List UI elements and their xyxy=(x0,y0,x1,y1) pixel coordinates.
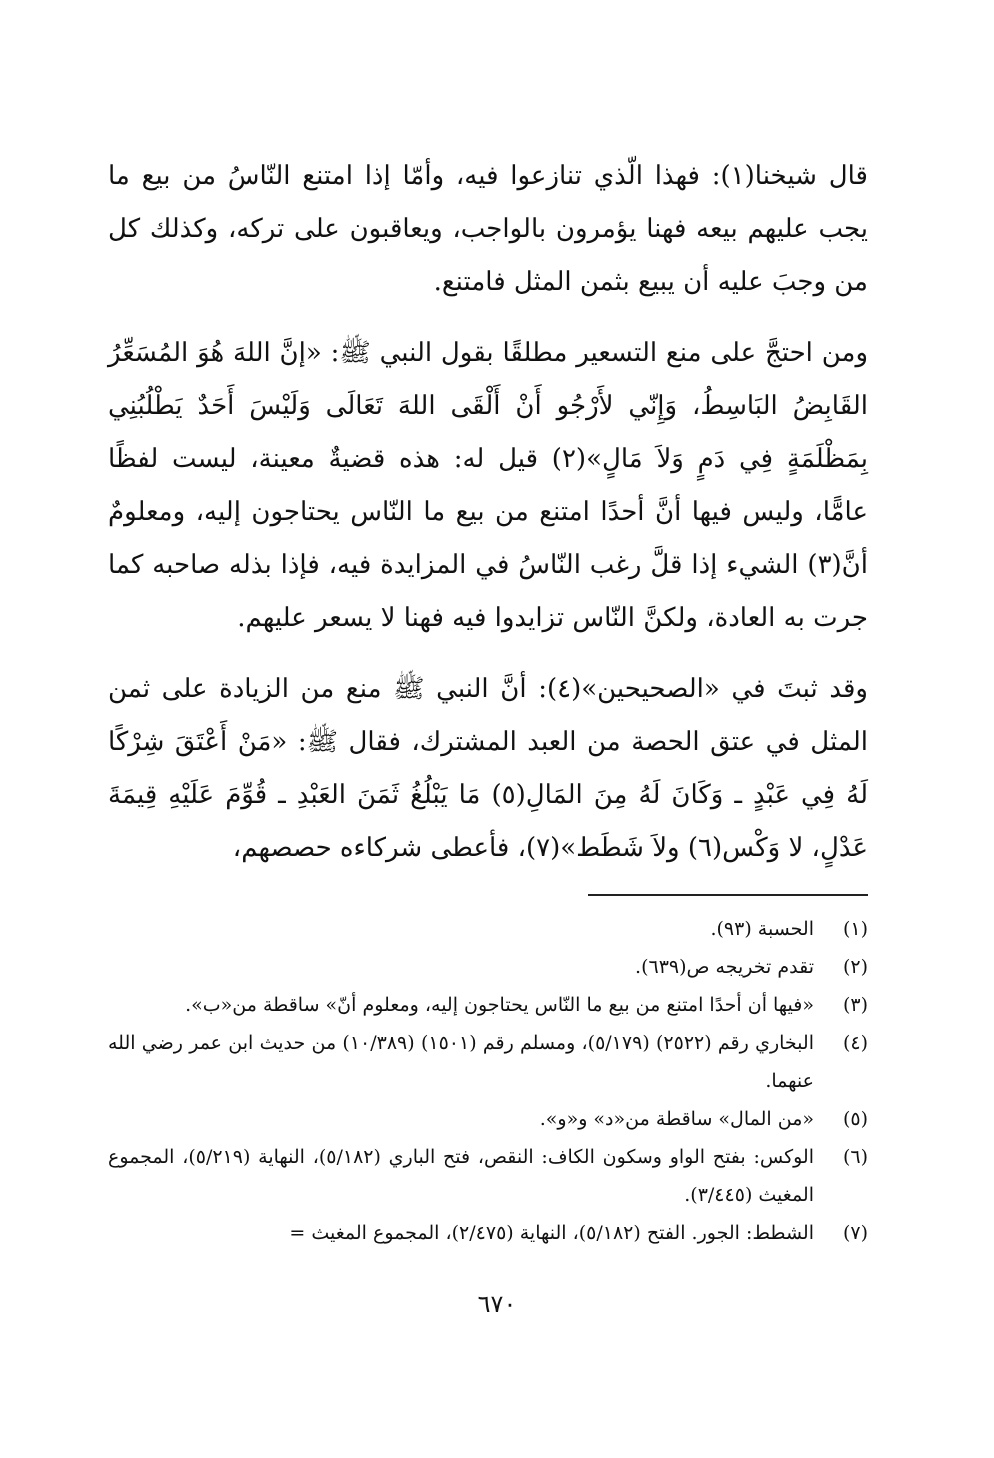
footnote-3 xyxy=(108,986,868,1024)
footnote-text: البخاري رقم (٢٥٢٢) (٥/١٧٩)، ومسلم رقم (١٥٠١) (١٠/٣٨٩) من حديث ابن عمر رضي الله عنهما. xyxy=(108,1032,814,1092)
main-text xyxy=(108,150,868,893)
footnote-6 xyxy=(108,1138,868,1214)
footnote-number: (٧) xyxy=(842,1222,868,1244)
footnote-text: الوكس: بفتح الواو وسكون الكاف: النقص، فتح الباري (٥/١٨٢)، النهاية (٥/٢١٩)، المجموع المغيث (٣/٤٤٥). xyxy=(108,1146,814,1206)
footnotes-list xyxy=(108,910,868,1252)
footnote-text: الشطط: الجور. الفتح (٥/١٨٢)، النهاية (٢/٤٧٥)، المجموع المغيث = xyxy=(289,1222,814,1244)
footnote-text: «فيها أن أحدًا امتنع من بيع ما النّاس يحتاجون إليه، ومعلوم أنّ» ساقطة من«ب». xyxy=(185,994,814,1016)
footnote-text: «من المال» ساقطة من«د» و«و». xyxy=(539,1108,814,1130)
footnote-text: تقدم تخريجه ص(٦٣٩). xyxy=(635,956,814,978)
footnote-7 xyxy=(108,1214,868,1252)
paragraph-2: ومن احتجَّ على منع التسعير مطلقًا بقول النبي ﷺ: «إنَّ اللهَ هُوَ المُسَعِّرُ القَابِضُ البَاسِطُ، وَإِنّي لأَرْجُو أَنْ أَلْقَى اللهَ تَعَالَى وَلَيْسَ أَحَدٌ يَطْلُبُنِي بِمَظْلَمَةٍ فِي دَمٍ وَلاَ مَالٍ»(٢) قيل له: هذه قضيةٌ معينة، ليست لفظًا عامًّا، وليس فيها أنَّ أحدًا امتنع من بيع ما النّاس يحتاجون إليه، ومعلومٌ أنَّ(٣) الشيء إذا قلَّ رغب النّاسُ في المزايدة فيه، فإذا بذله صاحبه كما جرت به العادة، ولكنَّ النّاس تزايدوا فيه فهنا لا يسعر عليهم. xyxy=(108,338,868,633)
footnote-number: (١) xyxy=(842,918,868,940)
footnote-4 xyxy=(108,1024,868,1100)
paragraph-1: قال شيخنا(١): فهذا الّذي تنازعوا فيه، وأمّا إذا امتنع النّاسُ من بيع ما يجب عليهم بيعه فهنا يؤمرون بالواجب، ويعاقبون على تركه، وكذلك كل من وجبَ عليه أن يبيع بثمن المثل فامتنع. xyxy=(108,161,868,297)
footnote-number: (٤) xyxy=(842,1032,868,1054)
footnote-number: (٦) xyxy=(842,1146,868,1168)
footnote-text: الحسبة (٩٣). xyxy=(710,918,814,940)
footnote-separator xyxy=(588,894,868,896)
footnote-5 xyxy=(108,1100,868,1138)
paragraph-3: وقد ثبتَ في «الصحيحين»(٤): أنَّ النبي ﷺ منع من الزيادة على ثمن المثل في عتق الحصة من العبد المشترك، فقال ﷺ: «مَنْ أَعْتَقَ شِرْكًا لَهُ فِي عَبْدٍ ـ وَكَانَ لَهُ مِنَ المَالِ(٥) مَا يَبْلُغُ ثَمَنَ العَبْدِ ـ قُوِّمَ عَلَيْهِ قِيمَةَ عَدْلٍ، لا وَكْس(٦) ولاَ شَطَط»(٧)، فأعطى شركاءه حصصهم، xyxy=(108,674,868,863)
footnote-1 xyxy=(108,910,868,948)
footnote-number: (٢) xyxy=(842,956,868,978)
page-number: ٦٧٠ xyxy=(477,1290,517,1318)
footnote-number: (٥) xyxy=(842,1108,868,1130)
footnote-number: (٣) xyxy=(842,994,868,1016)
footnote-2 xyxy=(108,948,868,986)
